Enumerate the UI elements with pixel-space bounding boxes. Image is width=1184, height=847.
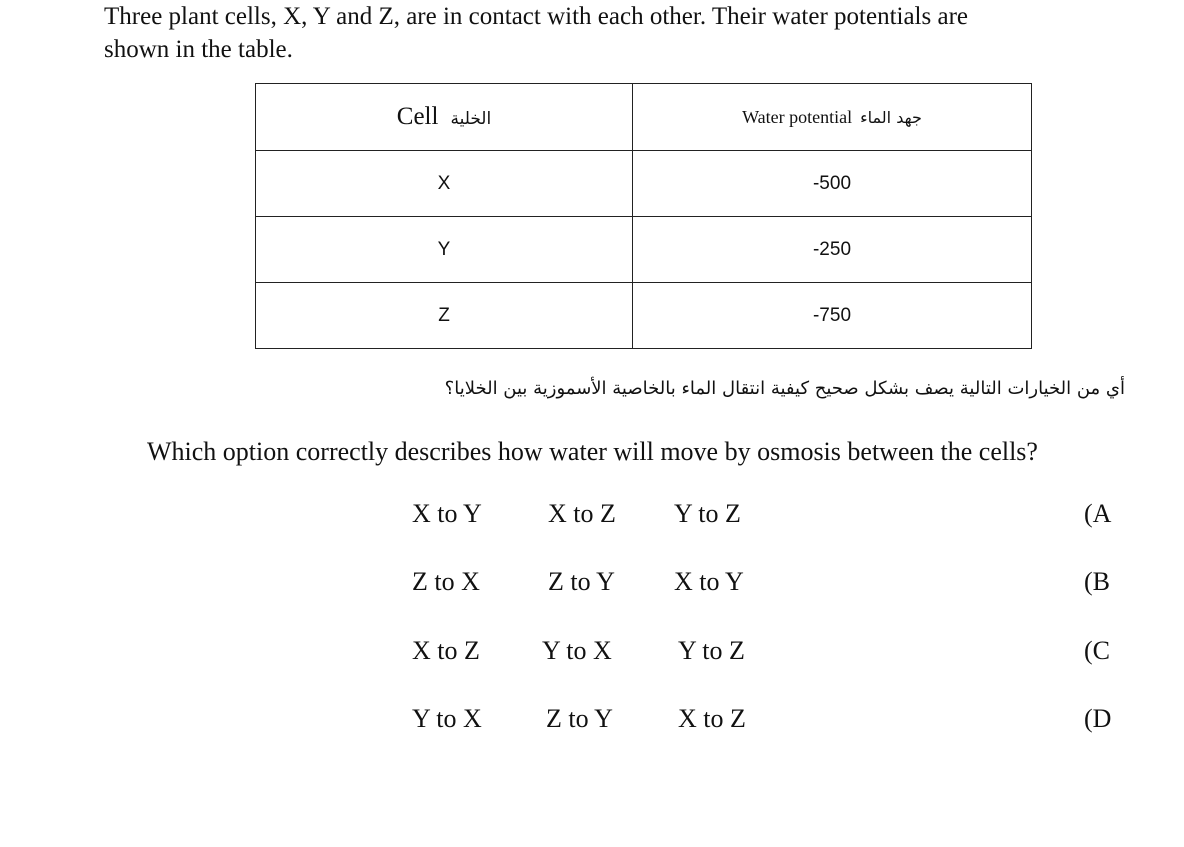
question-intro	[104, 0, 1104, 66]
water-potential-value: -750	[633, 283, 1032, 349]
question-arabic: أي من الخيارات التالية يصف بشكل صحيح كيفية انتقال الماء بالخاصية الأسموزية بين الخلايا؟	[444, 378, 1125, 399]
header-cell-en: Cell	[396, 103, 439, 130]
option-c-label: (C	[1084, 636, 1110, 665]
header-water-potential-en: Water potential	[742, 106, 853, 127]
option-b-label: (B	[1084, 567, 1110, 596]
option-a-move-1: X to Y	[412, 499, 482, 528]
option-c[interactable]	[0, 633, 1184, 669]
table-row	[256, 283, 1032, 349]
option-c-move-1: X to Z	[412, 636, 480, 665]
option-c-move-2: Y to X	[542, 636, 612, 665]
option-d-label: (D	[1084, 704, 1112, 733]
option-d-move-1: Y to X	[412, 704, 482, 733]
water-potential-value: -500	[633, 151, 1032, 217]
option-b-move-3: X to Y	[674, 567, 744, 596]
option-a-label: (A	[1084, 499, 1112, 528]
header-cell-ar: الخلية	[450, 109, 492, 129]
intro-line-1: Three plant cells, X, Y and Z, are in contact with each other. Their water potentials are	[104, 3, 969, 30]
intro-line-2: shown in the table.	[104, 36, 293, 63]
cell-name: Z	[256, 283, 633, 349]
option-b[interactable]	[0, 564, 1184, 600]
option-a[interactable]	[0, 496, 1184, 532]
table-row	[256, 217, 1032, 283]
option-a-move-2: X to Z	[548, 499, 616, 528]
option-a-move-3: Y to Z	[674, 499, 741, 528]
table-header-row	[256, 84, 1032, 151]
table-row	[256, 151, 1032, 217]
option-b-move-1: Z to X	[412, 567, 480, 596]
option-d[interactable]	[0, 701, 1184, 737]
cell-name: Y	[256, 217, 633, 283]
option-d-move-3: X to Z	[678, 704, 746, 733]
question-english: Which option correctly describes how water will move by osmosis between the cells?	[147, 437, 1038, 466]
header-water-potential-ar: جهد الماء	[860, 107, 922, 127]
header-water-potential-column	[633, 84, 1032, 151]
water-potential-table	[255, 83, 1032, 349]
option-c-move-3: Y to Z	[678, 636, 745, 665]
header-cell-column	[256, 84, 633, 151]
option-b-move-2: Z to Y	[548, 567, 615, 596]
cell-name: X	[256, 151, 633, 217]
option-d-move-2: Z to Y	[546, 704, 613, 733]
water-potential-value: -250	[633, 217, 1032, 283]
